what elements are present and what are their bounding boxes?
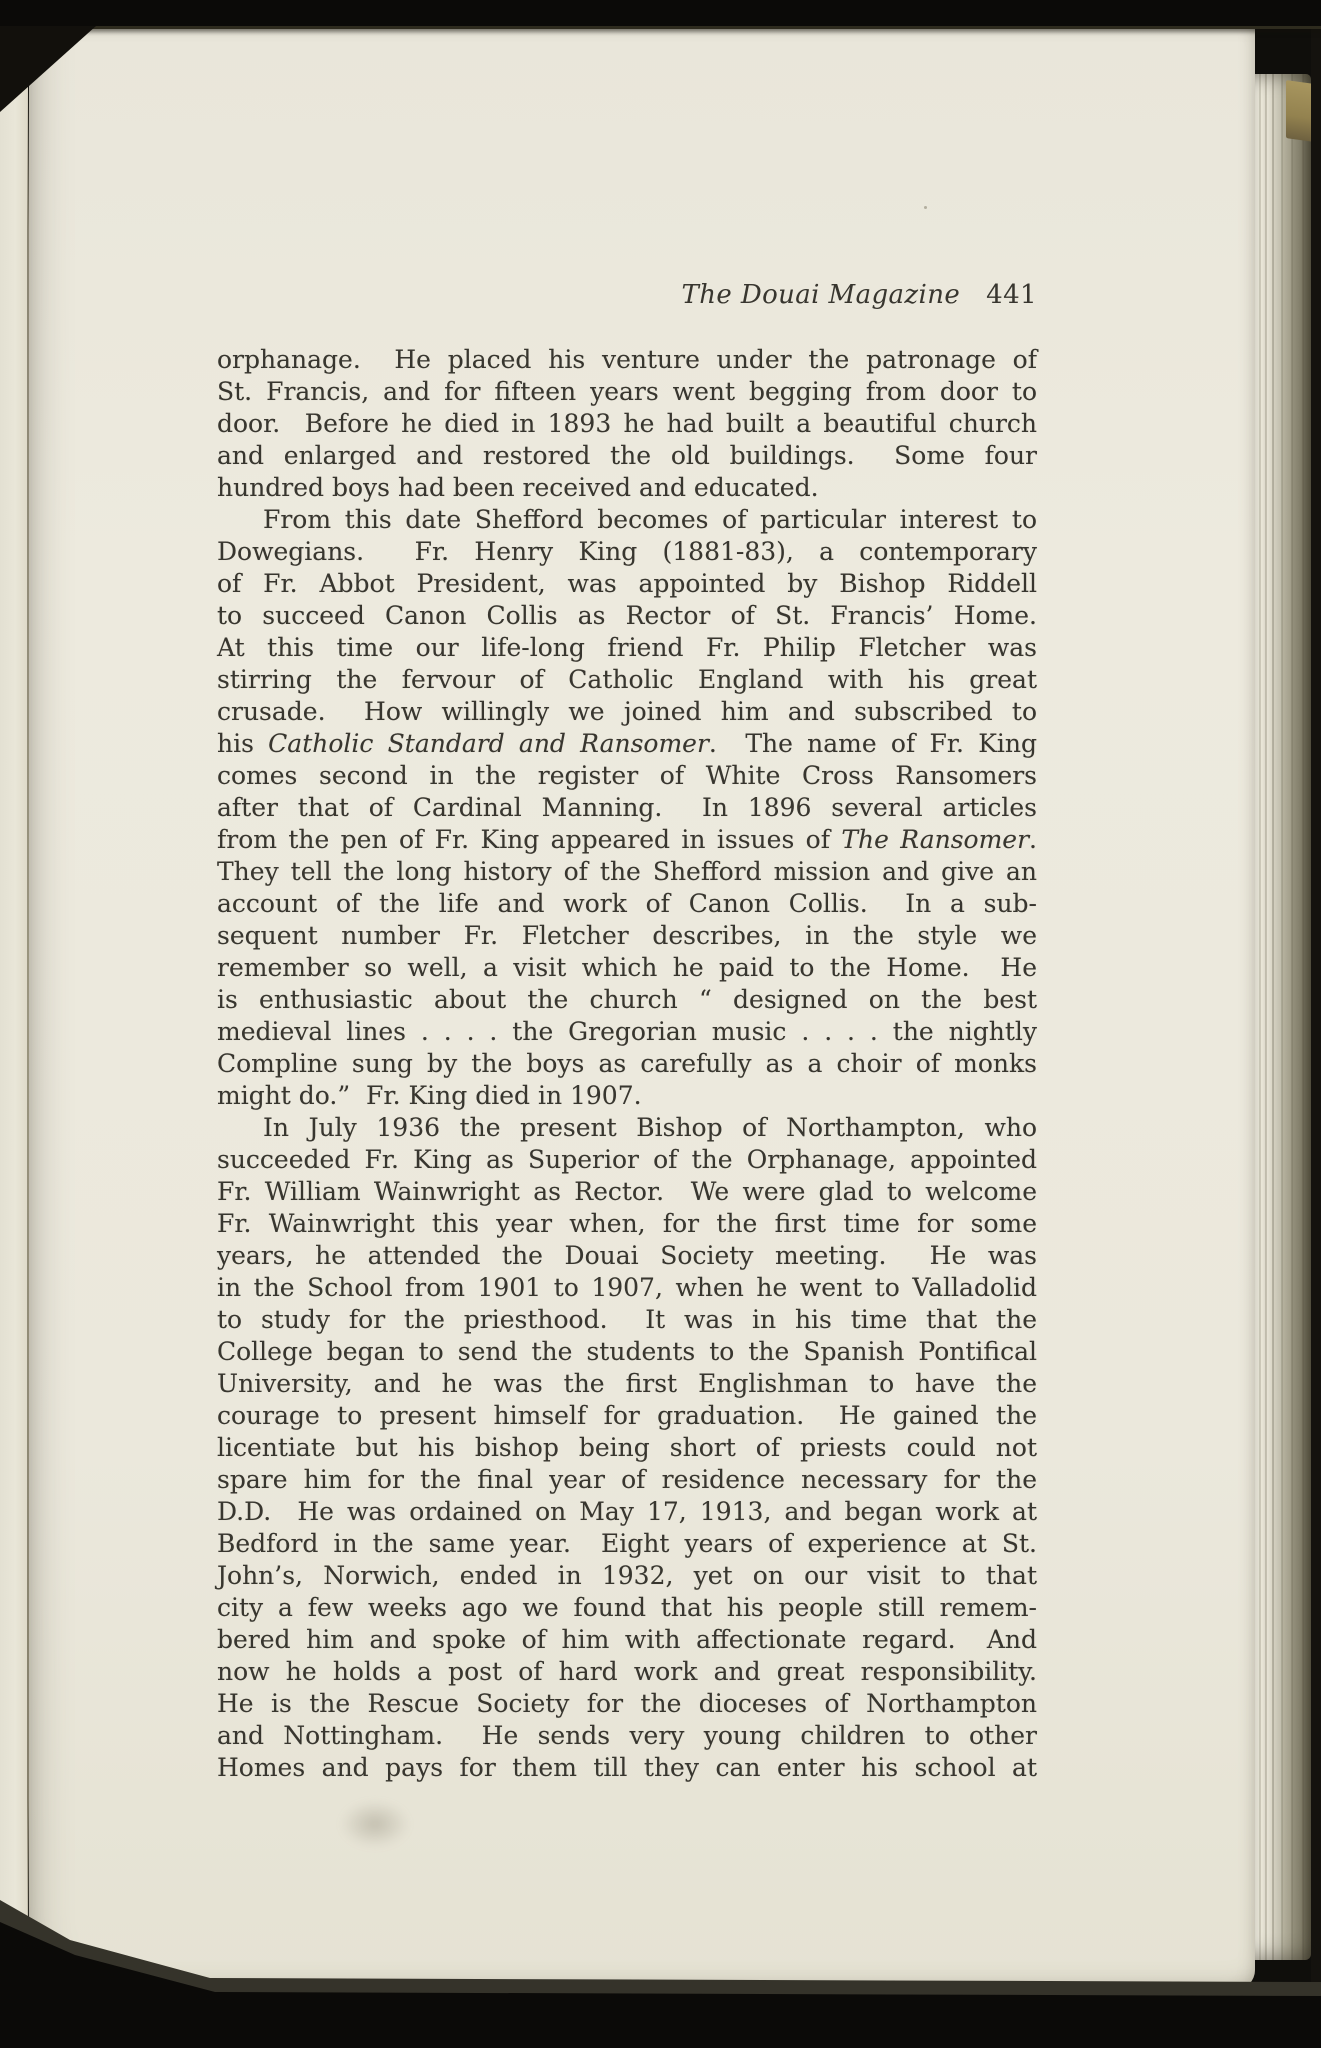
text-segment: to study for the priesthood. It was in his time that the bbox=[217, 1305, 1037, 1334]
text-line bbox=[217, 568, 1037, 600]
text-line bbox=[217, 1400, 1037, 1432]
photo-right-edge bbox=[1311, 0, 1321, 2048]
text-segment: door. Before he died in 1893 he had built a beautiful church bbox=[217, 409, 1037, 438]
text-segment: succeeded Fr. King as Superior of the Orphanage, appointed bbox=[217, 1145, 1037, 1174]
text-line bbox=[217, 1080, 1037, 1112]
text-line bbox=[217, 1560, 1037, 1592]
text-line bbox=[217, 1720, 1037, 1752]
book-page bbox=[29, 22, 1255, 1990]
text-segment: . The name of Fr. King bbox=[708, 729, 1037, 758]
text-segment: sequent number Fr. Fletcher describes, in the style we bbox=[217, 921, 1037, 950]
text-segment: city a few weeks ago we found that his people still remem- bbox=[217, 1593, 1037, 1622]
text-line bbox=[217, 1688, 1037, 1720]
text-line bbox=[217, 1624, 1037, 1656]
text-segment: of Fr. Abbot President, was appointed by Bishop Riddell bbox=[217, 569, 1037, 598]
text-line bbox=[217, 632, 1037, 664]
text-line bbox=[217, 472, 1037, 504]
text-line bbox=[217, 1528, 1037, 1560]
text-segment: orphanage. He placed his venture under the patronage of bbox=[217, 345, 1037, 374]
text-segment: In July 1936 the present Bishop of Northampton, who bbox=[263, 1113, 1037, 1142]
text-segment: courage to present himself for graduation. He gained the bbox=[217, 1401, 1037, 1430]
text-segment: medieval lines . . . . the Gregorian music . . . . the nightly bbox=[217, 1017, 1037, 1046]
text-segment: Homes and pays for them till they can enter his school at bbox=[217, 1753, 1037, 1782]
text-line bbox=[217, 440, 1037, 472]
text-segment: and enlarged and restored the old buildings. Some four bbox=[217, 441, 1037, 470]
text-line bbox=[217, 1368, 1037, 1400]
text-segment: and Nottingham. He sends very young children to other bbox=[217, 1721, 1037, 1750]
paragraph bbox=[217, 344, 1037, 504]
text-segment: St. Francis, and for fifteen years went begging from door to bbox=[217, 377, 1037, 406]
text-line bbox=[217, 888, 1037, 920]
text-line bbox=[217, 1432, 1037, 1464]
text-line bbox=[217, 696, 1037, 728]
text-line bbox=[217, 824, 1037, 856]
text-segment: crusade. How willingly we joined him and subscribed to bbox=[217, 697, 1037, 726]
text-segment: At this time our life-long friend Fr. Philip Fletcher was bbox=[217, 633, 1037, 662]
paragraph bbox=[217, 1112, 1037, 1784]
text-line bbox=[217, 376, 1037, 408]
text-line bbox=[217, 952, 1037, 984]
text-segment: University, and he was the first Englishman to have the bbox=[217, 1369, 1037, 1398]
text-segment: after that of Cardinal Manning. In 1896 several articles bbox=[217, 793, 1037, 822]
text-segment: comes second in the register of White Cross Ransomers bbox=[217, 761, 1037, 790]
text-line bbox=[217, 1592, 1037, 1624]
magazine-title: The Douai Magazine bbox=[681, 280, 961, 310]
text-segment: They tell the long history of the Shefford mission and give an bbox=[217, 857, 1037, 886]
text-segment: . bbox=[1029, 825, 1037, 854]
page-text bbox=[217, 344, 1037, 1784]
text-line bbox=[217, 536, 1037, 568]
page-stack-edges bbox=[1255, 74, 1311, 1960]
text-segment: now he holds a post of hard work and great responsibility. bbox=[217, 1657, 1037, 1686]
text-segment: bered him and spoke of him with affectionate regard. And bbox=[217, 1625, 1037, 1654]
text-line bbox=[217, 856, 1037, 888]
text-line bbox=[217, 1304, 1037, 1336]
text-segment: hundred boys had been received and educated. bbox=[217, 473, 819, 502]
text-line bbox=[217, 504, 1037, 536]
text-segment: his bbox=[217, 729, 269, 758]
text-segment: Fr. William Wainwright as Rector. We were glad to welcome bbox=[217, 1177, 1037, 1206]
text-line bbox=[217, 1144, 1037, 1176]
text-line bbox=[217, 408, 1037, 440]
text-segment: He is the Rescue Society for the dioceses of Northampton bbox=[217, 1689, 1037, 1718]
text-line bbox=[217, 920, 1037, 952]
italic-text: The Ransomer bbox=[841, 825, 1030, 854]
text-line bbox=[217, 1048, 1037, 1080]
text-line bbox=[217, 1176, 1037, 1208]
paper-speck bbox=[924, 206, 927, 209]
text-line bbox=[217, 1112, 1037, 1144]
text-line bbox=[217, 728, 1037, 760]
page-number: 441 bbox=[986, 280, 1037, 310]
text-line bbox=[217, 1464, 1037, 1496]
text-segment: Compline sung by the boys as carefully as a choir of monks bbox=[217, 1049, 1037, 1078]
text-line bbox=[217, 1656, 1037, 1688]
text-line bbox=[217, 1208, 1037, 1240]
text-segment: to succeed Canon Collis as Rector of St. Francis’ Home. bbox=[217, 601, 1037, 630]
text-segment: account of the life and work of Canon Collis. In a sub- bbox=[217, 889, 1037, 918]
text-segment: licentiate but his bishop being short of priests could not bbox=[217, 1433, 1037, 1462]
text-line bbox=[217, 1016, 1037, 1048]
text-segment: From this date Shefford becomes of particular interest to bbox=[263, 505, 1037, 534]
text-line bbox=[217, 664, 1037, 696]
text-line bbox=[217, 1752, 1037, 1784]
text-line bbox=[217, 984, 1037, 1016]
text-line bbox=[217, 600, 1037, 632]
text-segment: Fr. Wainwright this year when, for the first time for some bbox=[217, 1209, 1037, 1238]
text-segment: might do.” Fr. King died in 1907. bbox=[217, 1081, 642, 1110]
text-line bbox=[217, 344, 1037, 376]
text-segment: Bedford in the same year. Eight years of experience at St. bbox=[217, 1529, 1037, 1558]
italic-text: Catholic Standard and Ransomer bbox=[268, 729, 709, 758]
running-header bbox=[217, 280, 1037, 310]
text-segment: D.D. He was ordained on May 17, 1913, and began work at bbox=[217, 1497, 1037, 1526]
cover-corner-fabric bbox=[1286, 80, 1314, 142]
text-segment: Dowegians. Fr. Henry King (1881-83), a contemporary bbox=[217, 537, 1037, 566]
text-segment: stirring the fervour of Catholic England with his great bbox=[217, 665, 1037, 694]
text-line bbox=[217, 792, 1037, 824]
paper-smudge bbox=[340, 1800, 410, 1848]
text-line bbox=[217, 760, 1037, 792]
text-segment: John’s, Norwich, ended in 1932, yet on our visit to that bbox=[217, 1561, 1037, 1590]
book-cover-top-edge bbox=[0, 0, 1321, 29]
text-segment: years, he attended the Douai Society meeting. He was bbox=[217, 1241, 1037, 1270]
facing-page-sliver bbox=[0, 24, 28, 1940]
text-line bbox=[217, 1272, 1037, 1304]
text-segment: spare him for the final year of residence necessary for the bbox=[217, 1465, 1037, 1494]
text-segment: from the pen of Fr. King appeared in issues of bbox=[217, 825, 842, 854]
text-segment: College began to send the students to the Spanish Pontifical bbox=[217, 1337, 1037, 1366]
paragraph bbox=[217, 504, 1037, 1112]
text-segment: remember so well, a visit which he paid to the Home. He bbox=[217, 953, 1037, 982]
text-segment: in the School from 1901 to 1907, when he went to Valladolid bbox=[217, 1273, 1037, 1302]
text-segment: is enthusiastic about the church “ designed on the best bbox=[217, 985, 1037, 1014]
text-line bbox=[217, 1496, 1037, 1528]
text-line bbox=[217, 1240, 1037, 1272]
text-line bbox=[217, 1336, 1037, 1368]
